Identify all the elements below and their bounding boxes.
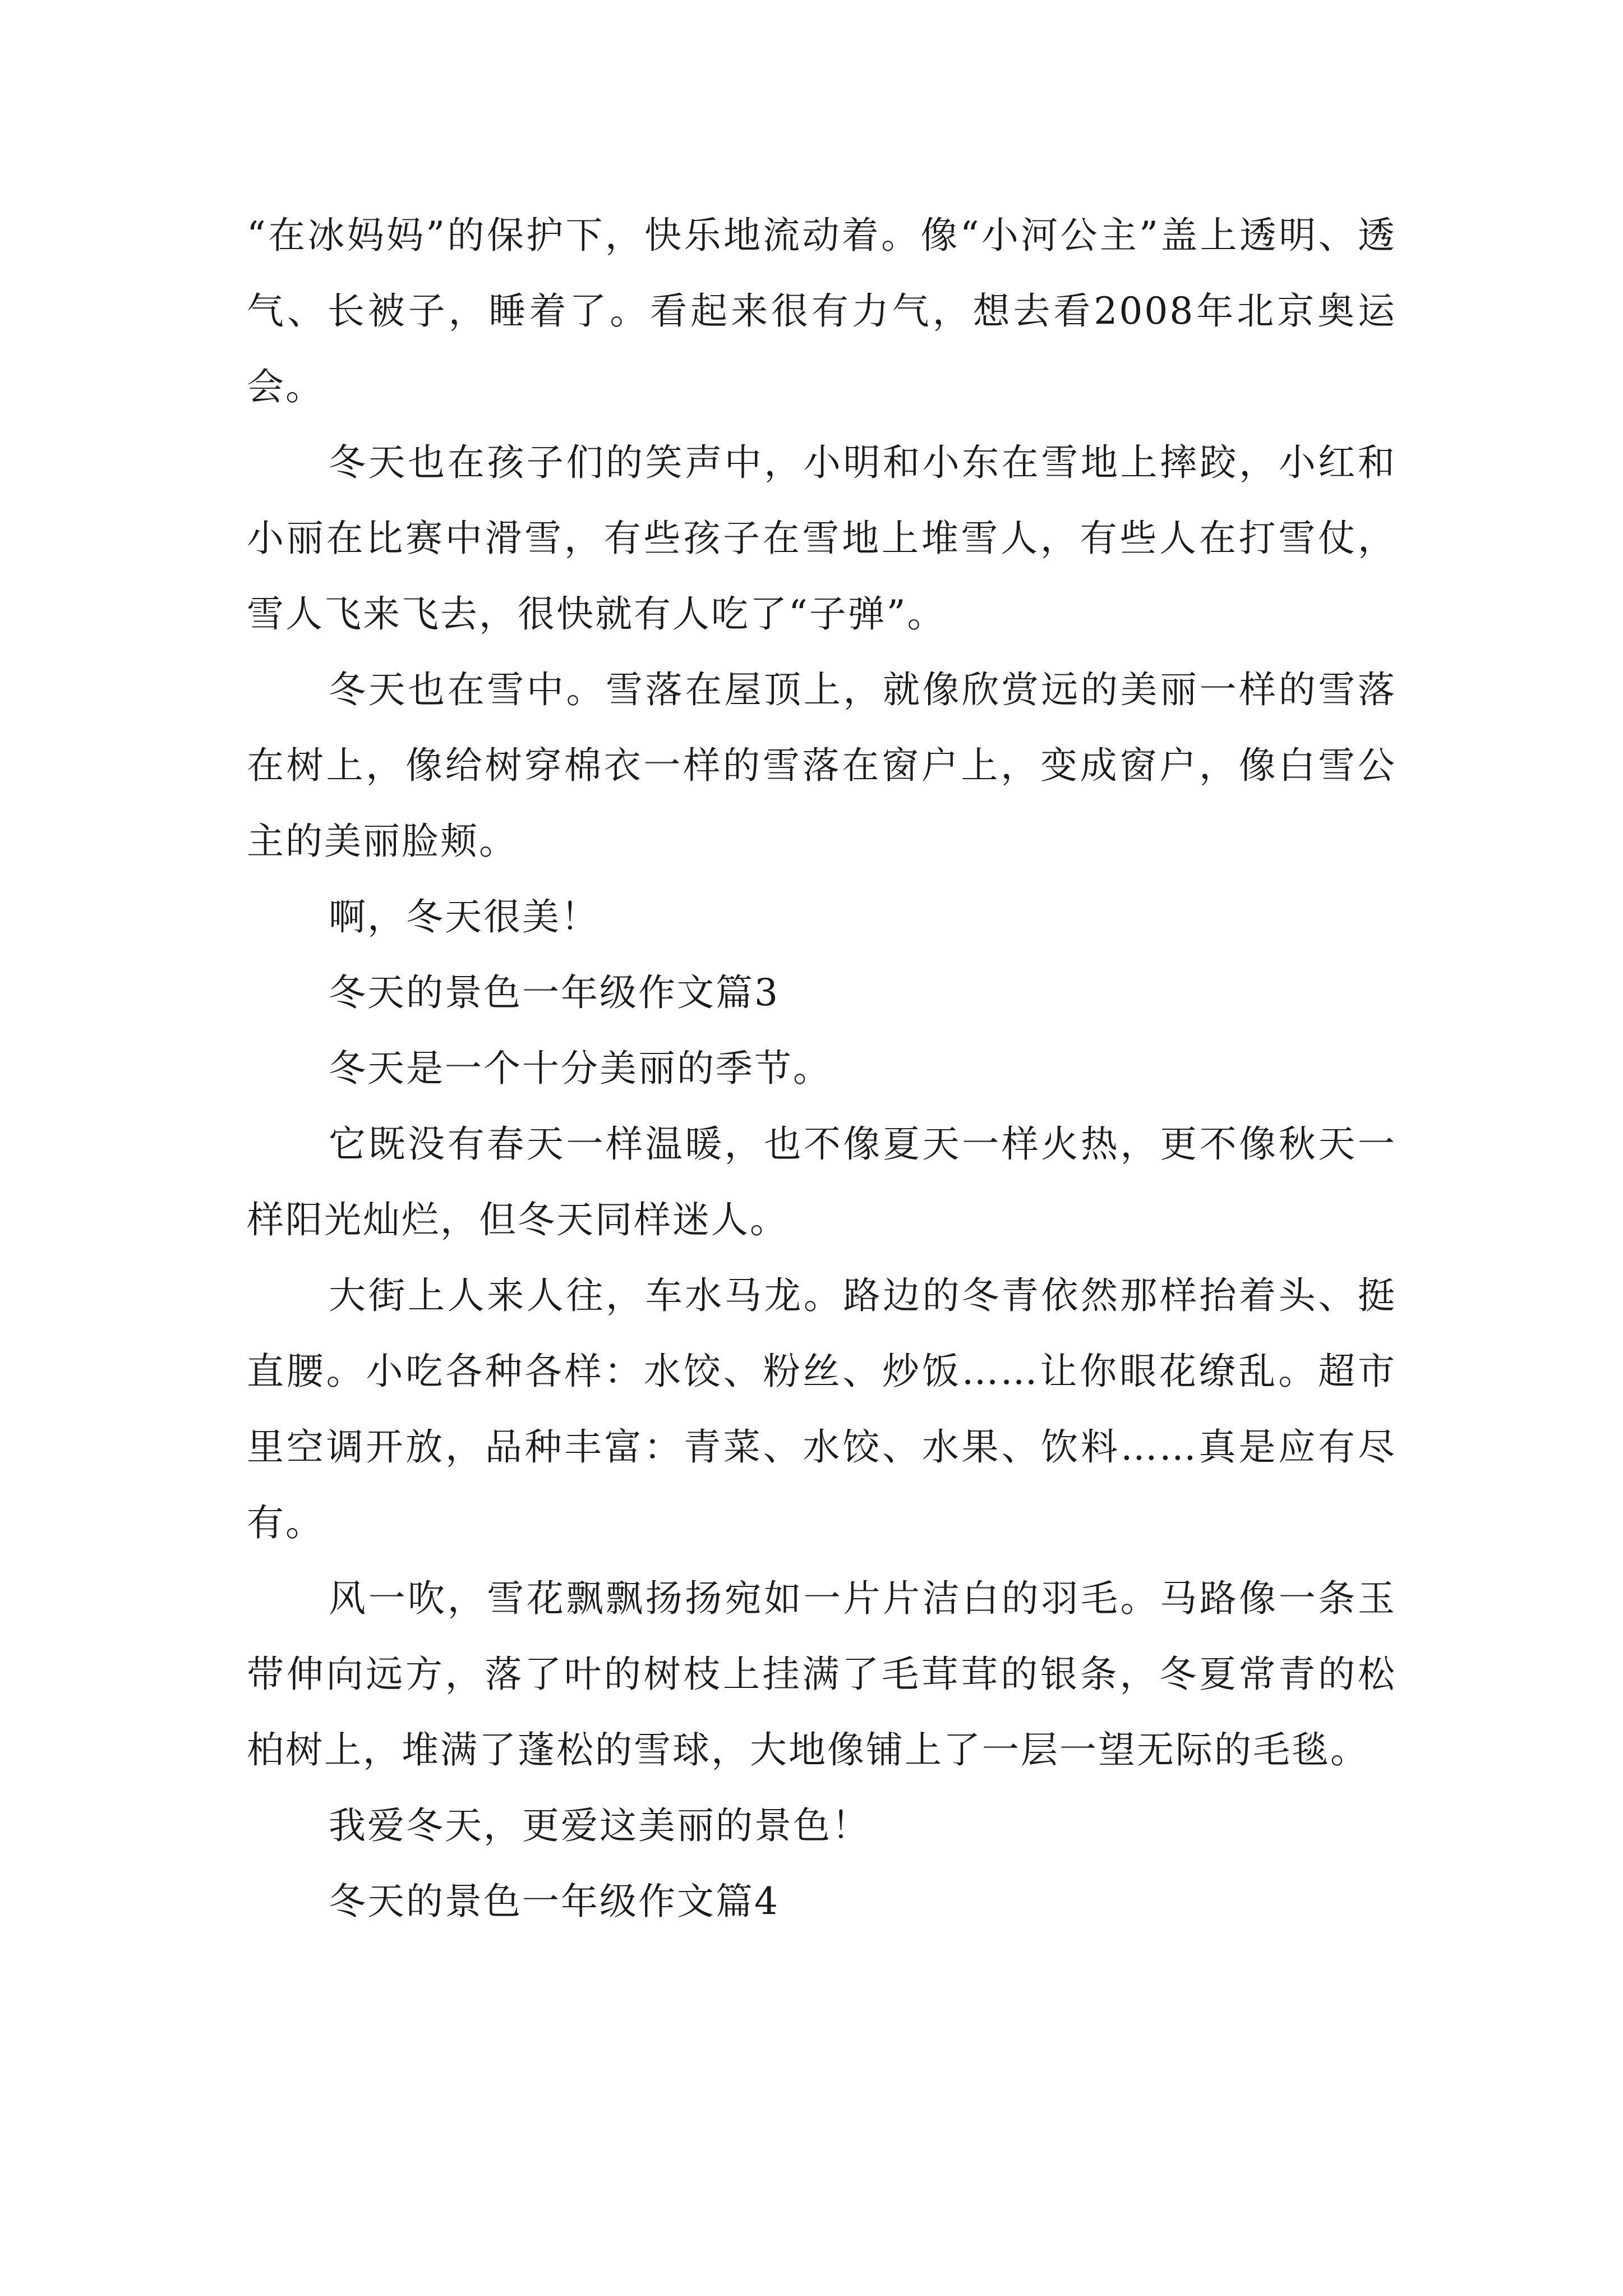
paragraph-3: 冬天也在雪中。雪落在屋顶上，就像欣赏远的美丽一样的雪落在树上，像给树穿棉衣一样的雪落在窗户上，变成窗户，像白雪公主的美丽脸颊。 xyxy=(247,668,1396,863)
section-heading-3: 冬天的景色一年级作文篇3 xyxy=(329,971,780,1014)
paragraph-2: 冬天也在孩子们的笑声中，小明和小东在雪地上摔跤，小红和小丽在比赛中滑雪，有些孩子在雪地上堆雪人，有些人在打雪仗，雪人飞来飞去，很快就有人吃了“子弹”。 xyxy=(247,441,1396,636)
paragraph-9: 我爱冬天，更爱这美丽的景色！ xyxy=(329,1804,870,1847)
paragraph-1: “在冰妈妈”的保护下，快乐地流动着。像“小河公主”盖上透明、透气、长被子，睡着了。看起来很有力气，想去看2008年北京奥运会。 xyxy=(247,214,1396,408)
paragraph-8: 风一吹，雪花飘飘扬扬宛如一片片洁白的羽毛。马路像一条玉带伸向远方，落了叶的树枝上挂满了毛茸茸的银条，冬夏常青的松柏树上，堆满了蓬松的雪球，大地像铺上了一层一望无际的毛毯。 xyxy=(247,1577,1396,1772)
paragraph-5: 冬天是一个十分美丽的季节。 xyxy=(329,1047,832,1090)
paragraph-7: 大街上人来人往，车水马龙。路边的冬青依然那样抬着头、挺直腰。小吃各种各样：水饺、粉丝、炒饭……让你眼花缭乱。超市里空调开放，品种丰富：青菜、水饺、水果、饮料……真是应有尽有。 xyxy=(247,1274,1396,1544)
paragraph-6: 它既没有春天一样温暖，也不像夏天一样火热，更不像秋天一样阳光灿烂，但冬天同样迷人。 xyxy=(247,1122,1396,1241)
paragraph-4: 啊，冬天很美！ xyxy=(329,895,600,938)
section-heading-4: 冬天的景色一年级作文篇4 xyxy=(329,1880,780,1923)
document-body xyxy=(247,197,1396,1939)
